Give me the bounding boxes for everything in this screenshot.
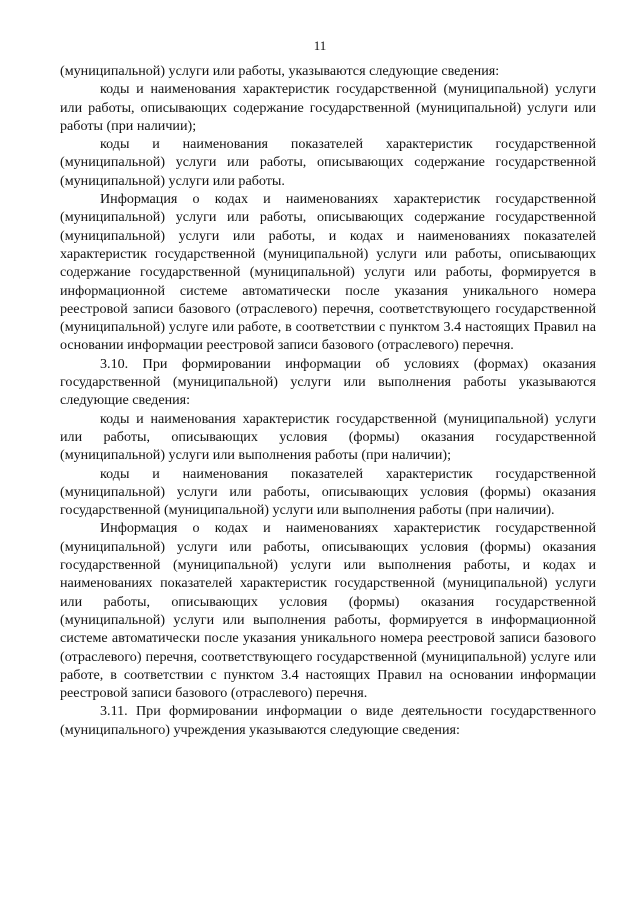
paragraph-conditions-characteristics: коды и наименования характеристик государственной (муниципальной) услуги или работы, описывающих условия (формы) оказания государственной (муниципальной) услуги или выполнения работы (при наличии);	[60, 410, 596, 464]
paragraph-clause-3-10: 3.10. При формировании информации об условиях (формах) оказания государственной (муниципальной) услуги или выполнения работы указываются следующие сведения:	[60, 355, 596, 409]
paragraph-content-indicators: коды и наименования показателей характеристик государственной (муниципальной) услуги или работы, описывающих содержание государственной (муниципальной) услуги или работы.	[60, 136, 596, 189]
paragraph-content-info-generation: Информация о кодах и наименованиях характеристик государственной (муниципальной) услуги или работы, описывающих содержание государственной (муниципальной) услуги или работы, и кодах и наименованиях показателей характеристик государственной (муниципальной) услуги или работы, описывающих содержание государственной (муниципальной) услуги или работы, формируется в информационной системе автоматически после указания уникального номера реестровой записи базового (отраслевого) перечня, соответствующего государственной (муниципальной) услуге или работе, в соответствии с пунктом 3.4 настоящих Правил на основании информации реестровой записи базового (отраслевого) перечня.	[60, 191, 596, 354]
paragraph-content-characteristics: коды и наименования характеристик государственной (муниципальной) услуги или работы, описывающих содержание государственной (муниципальной) услуги или работы (при наличии);	[60, 81, 596, 134]
paragraph-conditions-indicators: коды и наименования показателей характеристик государственной (муниципальной) услуги или работы, описывающих условия (формы) оказания государственной (муниципальной) услуги или выполнения работы (при наличии).	[60, 465, 596, 519]
paragraph-conditions-info-generation: Информация о кодах и наименованиях характеристик государственной (муниципальной) услуги или работы, описывающих условия (формы) оказания государственной (муниципальной) услуги или выполнения работы, и кодах и наименованиях показателей характеристик государственной (муниципальной) услуги или работы, описывающих условия (формы) оказания государственной (муниципальной) услуги или выполнения работы, формируется в информационной системе автоматически после указания уникального номера реестровой записи базового (отраслевого) перечня, соответствующего государственной (муниципальной) услуге или работе, в соответствии с пунктом 3.4 настоящих Правил на основании информации реестровой записи базового (отраслевого) перечня.	[60, 520, 596, 702]
paragraph-intro: (муниципальной) услуги или работы, указываются следующие сведения:	[60, 63, 500, 79]
paragraph-clause-3-11: 3.11. При формировании информации о виде деятельности государственного (муниципального) учреждения указываются следующие сведения:	[60, 703, 596, 738]
document-body	[60, 62, 596, 739]
page-number: 11	[313, 38, 327, 53]
